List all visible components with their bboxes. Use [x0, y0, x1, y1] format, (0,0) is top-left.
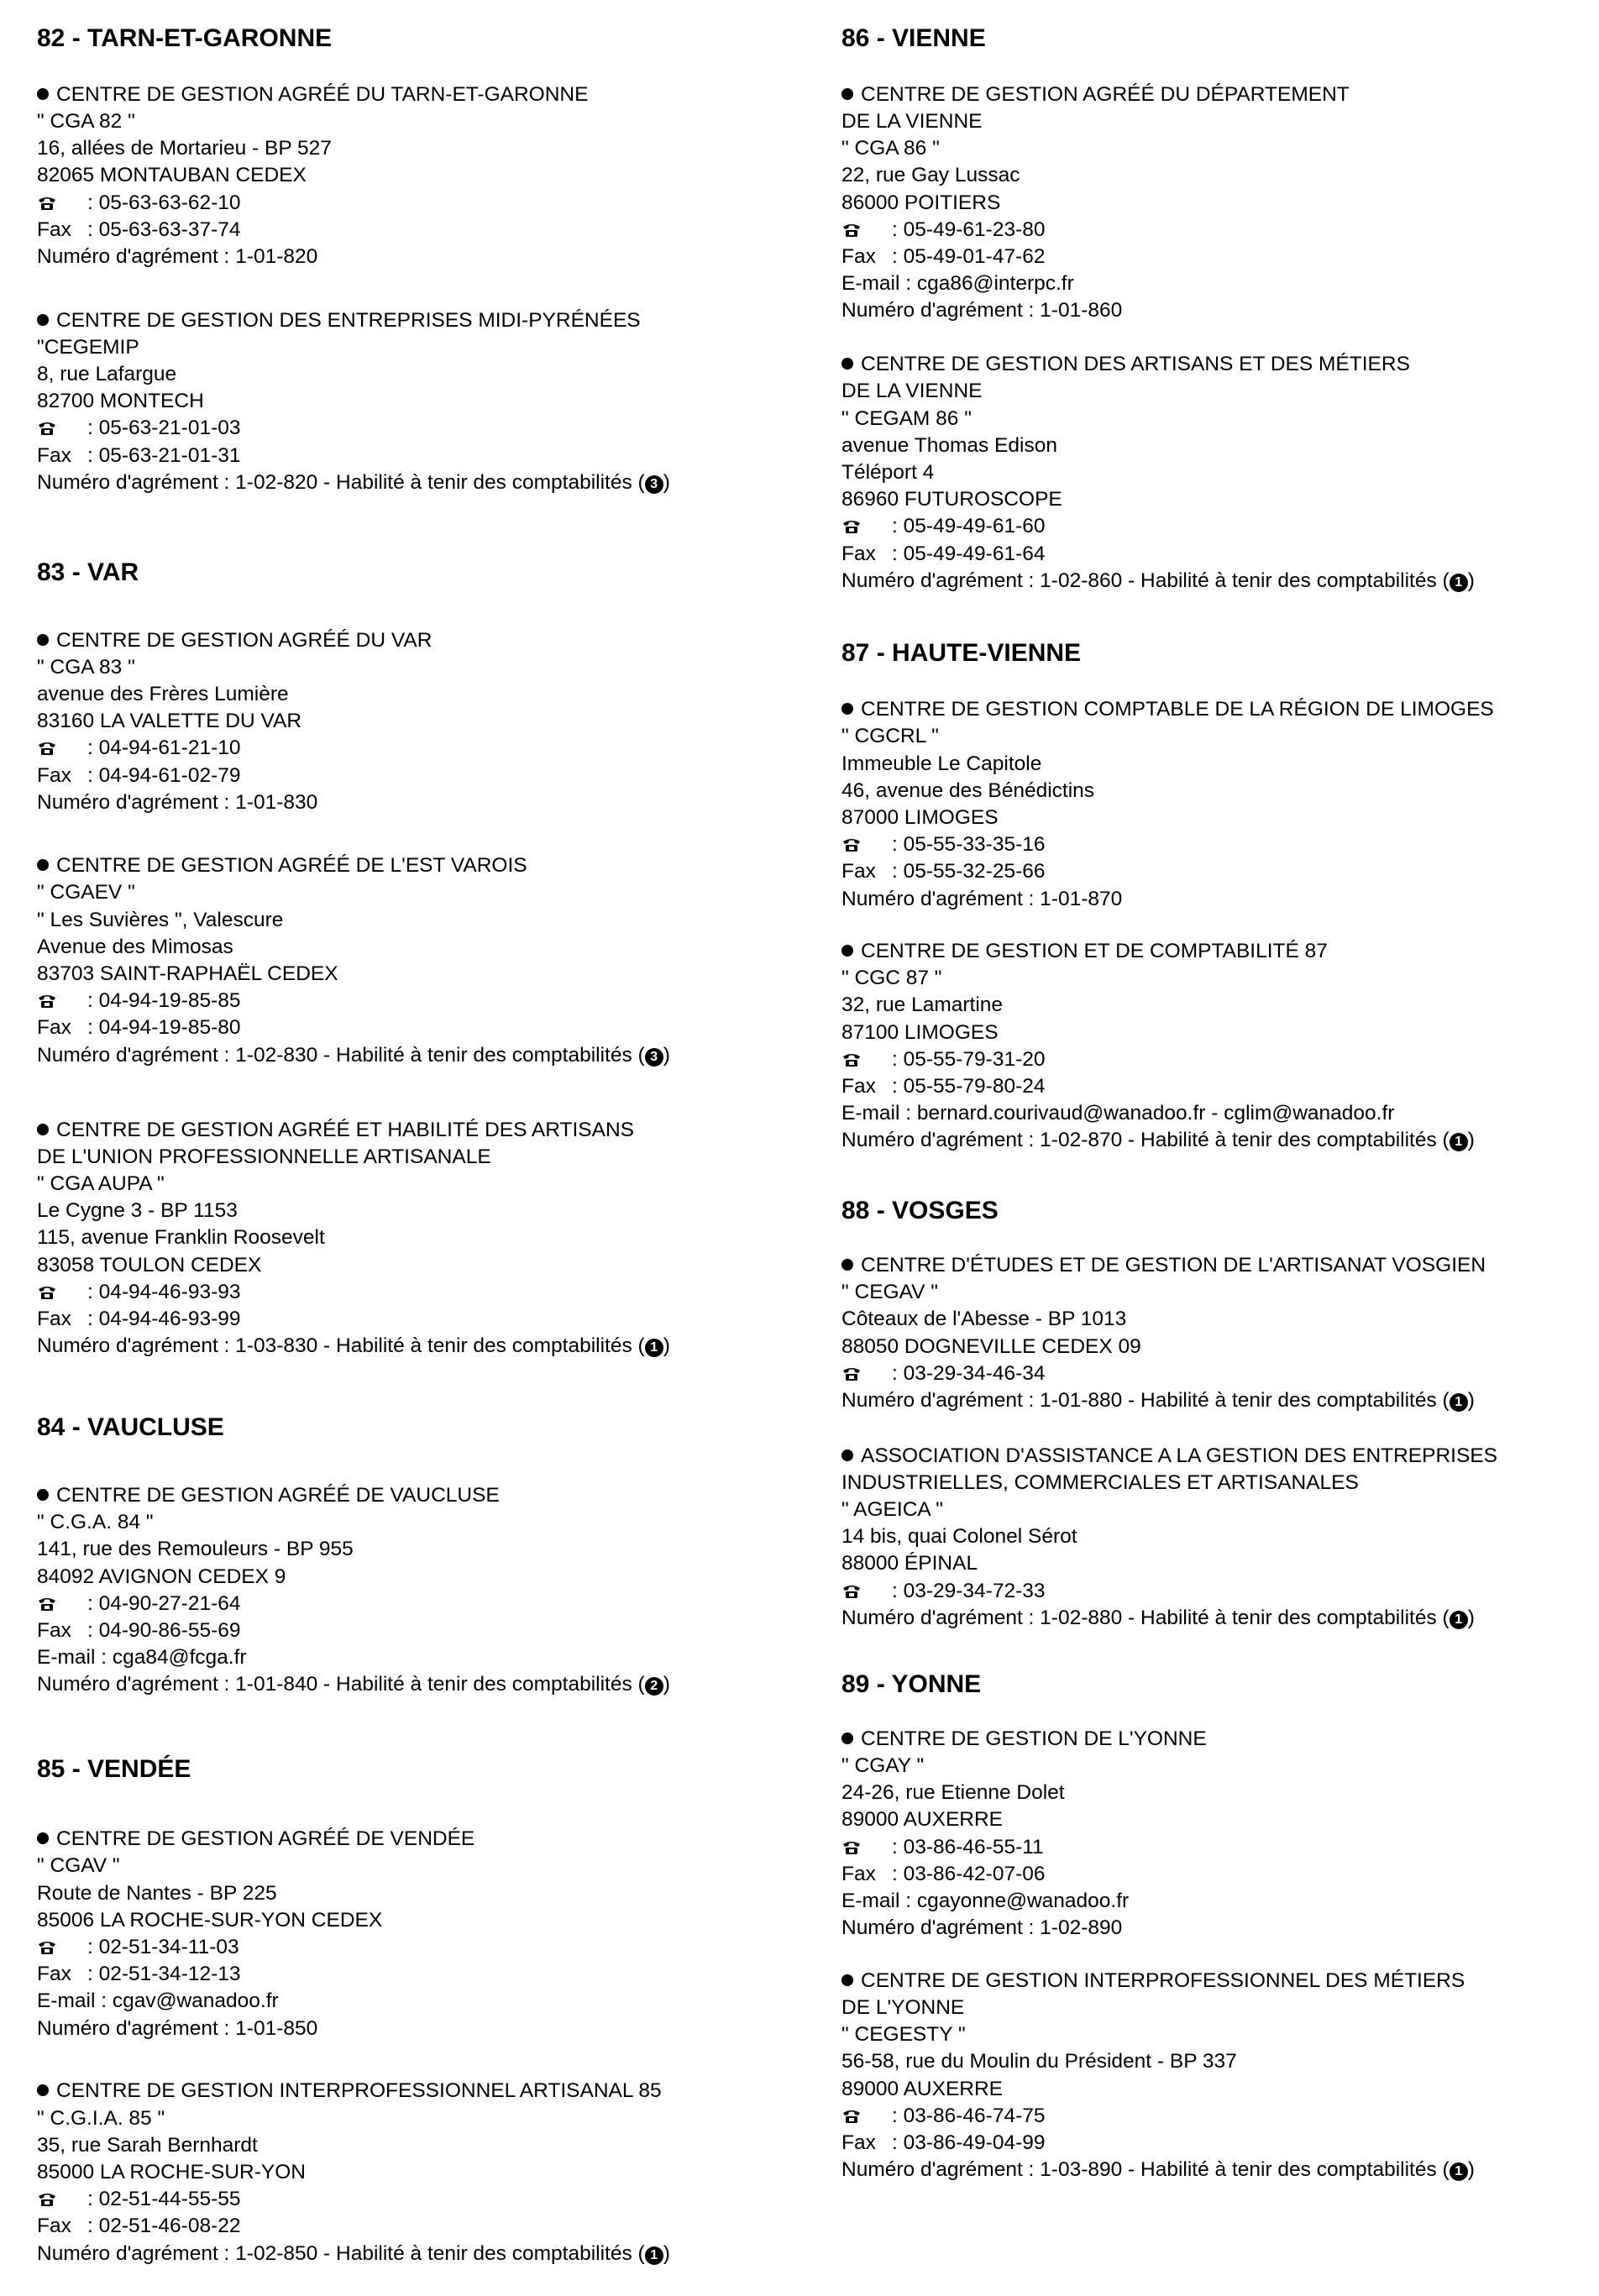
address-line: Le Cygne 3 - BP 1153: [37, 1199, 238, 1223]
address-line: 35, rue Sarah Bernhardt: [37, 2133, 258, 2157]
address-line: 89000 AUXERRE: [841, 2077, 1004, 2100]
organization-name: [841, 938, 1475, 965]
organization-name: [37, 307, 670, 334]
organization-name-text: CENTRE DE GESTION AGRÉÉ DU VAR: [56, 628, 433, 652]
fax-label: Fax: [841, 1862, 876, 1885]
department-title: 85 - VENDÉE: [37, 1755, 191, 1784]
fax-line: [841, 1861, 1207, 1888]
address-line: 115, avenue Franklin Roosevelt: [37, 1226, 325, 1250]
organization-name: [37, 1117, 670, 1144]
phone-number: : 02-51-44-55-55: [87, 2188, 241, 2211]
organization-entry: [37, 1826, 474, 2042]
agrement-text: Numéro d'agrément : 1-01-880 - Habilité à tenir des comptabilités (: [841, 1389, 1450, 1413]
address-line: 84092 AVIGNON CEDEX 9: [37, 1565, 286, 1588]
department-title: 83 - VAR: [37, 558, 139, 586]
phone-number: : 02-51-34-11-03: [87, 1935, 239, 1958]
organization-name: [37, 2078, 670, 2105]
organization-name-text: CENTRE DE GESTION AGRÉÉ DE L'EST VAROIS: [56, 854, 527, 878]
address-line: 83058 TOULON CEDEX: [37, 1253, 262, 1276]
organization-entry: [37, 1482, 670, 1699]
email-line: E-mail : cga84@fcga.fr: [37, 1646, 247, 1670]
fax-line: [37, 763, 432, 789]
address-line: " CGA 86 ": [841, 137, 940, 160]
fax-line: [841, 858, 1494, 885]
organization-name: [841, 81, 1350, 108]
closing-paren: ): [1467, 2158, 1475, 2182]
organization-entry: [37, 81, 588, 270]
fax-line: [37, 443, 670, 469]
circled-number-icon: 1: [1450, 1133, 1468, 1151]
organization-name-text: CENTRE DE GESTION AGRÉÉ DU DÉPARTEMENT: [861, 82, 1350, 106]
agrement-line: [37, 2016, 474, 2042]
closing-paren: ): [663, 1673, 670, 1696]
bullet-dot-icon: [841, 945, 853, 957]
phone-line: [841, 1578, 1497, 1605]
organization-entry: [37, 1117, 670, 1360]
fax-number: : 05-63-21-01-31: [87, 443, 241, 467]
bullet-dot-icon: [37, 314, 49, 326]
phone-line: [841, 831, 1494, 858]
agrement-text: Numéro d'agrément : 1-02-830 - Habilité à tenir des comptabilités (: [37, 1043, 645, 1067]
agrement-line: [841, 2157, 1475, 2183]
agrement-text: Numéro d'agrément : 1-03-830 - Habilité à tenir des comptabilités (: [37, 1334, 645, 1358]
telephone-icon: [37, 1940, 57, 1955]
bullet-dot-icon: [841, 88, 853, 100]
address-line: 85000 LA ROCHE-SUR-YON: [37, 2161, 306, 2184]
agrement-line: [841, 1127, 1475, 1154]
fax-label: Fax: [37, 2215, 71, 2238]
phone-number: : 03-86-46-55-11: [892, 1835, 1044, 1858]
address-line: 24-26, rue Etienne Dolet: [841, 1781, 1065, 1805]
fax-number: : 03-86-42-07-06: [892, 1862, 1046, 1885]
agrement-text: Numéro d'agrément : 1-02-860 - Habilité à tenir des comptabilités (: [841, 569, 1450, 592]
fax-label: Fax: [841, 860, 876, 883]
address-line: 8, rue Lafargue: [37, 362, 177, 385]
fax-label: Fax: [37, 1307, 71, 1330]
organization-name-text: CENTRE DE GESTION AGRÉÉ DU TARN-ET-GARONNE: [56, 82, 589, 106]
agrement-text: Numéro d'agrément : 1-02-870 - Habilité à tenir des comptabilités (: [841, 1129, 1450, 1152]
organization-name-text: CENTRE DE GESTION AGRÉÉ ET HABILITÉ DES ARTISANS: [56, 1118, 634, 1141]
organization-name-text: CENTRE DE GESTION AGRÉÉ DE VENDÉE: [56, 1827, 475, 1851]
agrement-text: Numéro d'agrément : 1-01-820: [37, 245, 318, 269]
fax-line: [841, 541, 1475, 568]
closing-paren: ): [663, 1043, 670, 1067]
email-line: E-mail : bernard.courivaud@wanadoo.fr - cglim@wanadoo.fr: [841, 1102, 1395, 1125]
agrement-text: Numéro d'agrément : 1-01-830: [37, 790, 318, 814]
phone-line: [37, 2186, 670, 2213]
telephone-icon: [37, 1285, 57, 1300]
organization-entry: [841, 696, 1494, 913]
organization-name-text: CENTRE D'ÉTUDES ET DE GESTION DE L'ARTISANAT VOSGIEN: [861, 1254, 1486, 1277]
address-line: " CEGAM 86 ": [841, 406, 972, 430]
fax-number: : 05-49-01-47-62: [892, 245, 1046, 269]
phone-line: [841, 217, 1350, 244]
address-line: 82065 MONTAUBAN CEDEX: [37, 164, 307, 187]
telephone-icon: [841, 519, 862, 534]
organization-entry: [841, 1968, 1475, 2184]
address-line: 85006 LA ROCHE-SUR-YON CEDEX: [37, 1908, 383, 1932]
circled-number-icon: 1: [645, 2246, 663, 2265]
agrement-line: [37, 1333, 670, 1360]
fax-number: : 03-86-49-04-99: [892, 2131, 1046, 2154]
agrement-text: Numéro d'agrément : 1-02-820 - Habilité à tenir des comptabilités (: [37, 470, 645, 494]
fax-label: Fax: [37, 1016, 71, 1040]
closing-paren: ): [1467, 1389, 1475, 1413]
agrement-text: Numéro d'agrément : 1-01-870: [841, 887, 1123, 910]
fax-line: [37, 217, 588, 244]
telephone-icon: [841, 2109, 862, 2124]
organization-name-text: ASSOCIATION D'ASSISTANCE A LA GESTION DES ENTREPRISES: [861, 1444, 1498, 1467]
phone-line: [37, 1279, 670, 1306]
address-line: 14 bis, quai Colonel Sérot: [841, 1525, 1077, 1549]
circled-number-icon: 1: [1450, 2162, 1468, 2181]
address-line: Côteaux de l'Abesse - BP 1013: [841, 1308, 1127, 1331]
agrement-line: [841, 297, 1350, 324]
address-line: Immeuble Le Capitole: [841, 752, 1042, 775]
telephone-icon: [841, 1840, 862, 1855]
organization-name: [841, 351, 1475, 378]
agrement-line: [37, 244, 588, 270]
telephone-icon: [841, 1584, 862, 1599]
address-line: 87100 LIMOGES: [841, 1020, 999, 1044]
phone-number: : 04-94-19-85-85: [87, 989, 241, 1013]
phone-number: : 05-63-63-62-10: [87, 191, 241, 214]
fax-number: : 04-94-46-93-99: [87, 1307, 241, 1330]
fax-line: [841, 1073, 1475, 1100]
agrement-line: [37, 789, 432, 816]
closing-paren: ): [1467, 1606, 1475, 1629]
bullet-dot-icon: [841, 703, 853, 715]
fax-line: [37, 1961, 474, 1988]
organization-name-text: CENTRE DE GESTION AGRÉÉ DE VAUCLUSE: [56, 1484, 500, 1507]
phone-number: : 03-29-34-46-34: [892, 1361, 1046, 1385]
department-title: 88 - VOSGES: [841, 1196, 999, 1224]
organization-entry: [841, 1252, 1486, 1414]
department-title: 82 - TARN-ET-GARONNE: [37, 24, 333, 52]
bullet-dot-icon: [841, 1974, 853, 1986]
circled-number-icon: 3: [645, 475, 663, 494]
phone-number: : 05-63-21-01-03: [87, 417, 241, 440]
organization-entry: [841, 81, 1350, 325]
department-title: 87 - HAUTE-VIENNE: [841, 639, 1082, 668]
fax-label: Fax: [37, 218, 71, 241]
bullet-dot-icon: [841, 1732, 853, 1744]
address-line: 82700 MONTECH: [37, 390, 204, 413]
address-line: " CEGAV ": [841, 1281, 938, 1304]
address-line: 88000 ÉPINAL: [841, 1552, 978, 1575]
agrement-line: [841, 1605, 1497, 1632]
bullet-dot-icon: [37, 634, 49, 646]
bullet-dot-icon: [37, 2084, 49, 2096]
organization-name: [841, 696, 1494, 723]
address-line: 87000 LIMOGES: [841, 805, 999, 829]
organization-name-text: CENTRE DE GESTION INTERPROFESSIONNEL ARTISANAL 85: [56, 2079, 662, 2103]
agrement-text: Numéro d'agrément : 1-01-860: [841, 299, 1123, 322]
organization-entry: [841, 938, 1475, 1155]
fax-number: : 04-94-61-02-79: [87, 763, 241, 787]
phone-line: [841, 2103, 1475, 2130]
phone-number: : 03-86-46-74-75: [892, 2104, 1046, 2127]
telephone-icon: [37, 2192, 57, 2207]
telephone-icon: [37, 1596, 57, 1612]
closing-paren: ): [663, 1334, 670, 1358]
telephone-icon: [841, 837, 862, 852]
phone-number: : 05-49-49-61-60: [892, 515, 1046, 538]
address-line: "CEGEMIP: [37, 335, 139, 359]
bullet-dot-icon: [37, 1832, 49, 1844]
telephone-icon: [37, 741, 57, 756]
circled-number-icon: 1: [1450, 574, 1468, 592]
organization-name: [841, 1968, 1475, 1995]
closing-paren: ): [663, 470, 670, 494]
organization-name: [841, 1252, 1486, 1279]
phone-line: [37, 190, 588, 217]
address-line: 46, avenue des Bénédictins: [841, 778, 1095, 802]
phone-line: [37, 988, 670, 1014]
phone-number: : 04-94-61-21-10: [87, 737, 241, 760]
bullet-dot-icon: [37, 1124, 49, 1135]
address-line: " CGA 82 ": [37, 110, 135, 134]
fax-label: Fax: [37, 763, 71, 787]
agrement-text: Numéro d'agrément : 1-03-890 - Habilité à tenir des comptabilités (: [841, 2158, 1450, 2182]
organization-entry: [841, 1726, 1207, 1942]
address-line: DE L'UNION PROFESSIONNELLE ARTISANALE: [37, 1145, 491, 1168]
phone-line: [841, 1834, 1207, 1861]
address-line: DE LA VIENNE: [841, 380, 983, 403]
agrement-text: Numéro d'agrément : 1-01-840 - Habilité à tenir des comptabilités (: [37, 1673, 645, 1696]
fax-number: : 05-63-63-37-74: [87, 218, 241, 241]
organization-name-text: CENTRE DE GESTION ET DE COMPTABILITÉ 87: [861, 940, 1328, 963]
phone-line: [841, 1360, 1486, 1387]
address-line: Route de Nantes - BP 225: [37, 1881, 277, 1905]
organization-name-text: CENTRE DE GESTION DES ARTISANS ET DES MÉTIERS: [861, 353, 1410, 376]
address-line: 88050 DOGNEVILLE CEDEX 09: [841, 1334, 1141, 1358]
address-line: 16, allées de Mortarieu - BP 527: [37, 137, 332, 160]
fax-number: : 05-55-79-80-24: [892, 1075, 1046, 1098]
closing-paren: ): [1467, 1129, 1475, 1152]
phone-number: : 05-55-33-35-16: [892, 833, 1046, 857]
circled-number-icon: 1: [645, 1339, 663, 1357]
address-line: " CGAY ": [841, 1753, 925, 1777]
department-title: 84 - VAUCLUSE: [37, 1413, 224, 1442]
address-line: " C.G.I.A. 85 ": [37, 2106, 165, 2130]
address-line: " CGA AUPA ": [37, 1172, 165, 1195]
telephone-icon: [37, 993, 57, 1009]
telephone-icon: [841, 1052, 862, 1067]
address-line: " CGAV ": [37, 1854, 120, 1878]
circled-number-icon: 1: [1450, 1393, 1468, 1412]
circled-number-icon: 2: [645, 1677, 663, 1696]
department-title: 89 - YONNE: [841, 1670, 982, 1698]
address-line: 56-58, rue du Moulin du Président - BP 337: [841, 2050, 1237, 2073]
email-line: E-mail : cga86@interpc.fr: [841, 272, 1074, 296]
address-line: Avenue des Mimosas: [37, 935, 233, 958]
address-line: " C.G.A. 84 ": [37, 1511, 154, 1534]
telephone-icon: [37, 421, 57, 436]
phone-number: : 03-29-34-72-33: [892, 1579, 1046, 1602]
address-line: " CGAEV ": [37, 881, 135, 904]
organization-name: [37, 1826, 474, 1853]
fax-label: Fax: [841, 245, 876, 269]
phone-number: : 04-94-46-93-93: [87, 1280, 241, 1303]
agrement-text: Numéro d'agrément : 1-01-850: [37, 2016, 318, 2040]
phone-number: : 05-49-61-23-80: [892, 218, 1046, 241]
address-line: 86000 POITIERS: [841, 191, 1001, 214]
organization-entry: [841, 351, 1475, 595]
address-line: 141, rue des Remouleurs - BP 955: [37, 1538, 354, 1561]
bullet-dot-icon: [37, 1489, 49, 1501]
bullet-dot-icon: [841, 1259, 853, 1271]
address-line: " Les Suvières ", Valescure: [37, 908, 284, 931]
email-line: E-mail : cgav@wanadoo.fr: [37, 1989, 279, 2013]
closing-paren: ): [663, 2241, 670, 2265]
agrement-line: [37, 1671, 670, 1698]
fax-line: [37, 1014, 670, 1041]
address-line: 83160 LA VALETTE DU VAR: [37, 710, 302, 733]
agrement-text: Numéro d'agrément : 1-02-880 - Habilité à tenir des comptabilités (: [841, 1606, 1450, 1629]
address-line: " CGC 87 ": [841, 967, 942, 990]
fax-label: Fax: [37, 443, 71, 467]
fax-line: [841, 2130, 1475, 2157]
phone-number: : 04-90-27-21-64: [87, 1591, 241, 1615]
organization-entry: [841, 1443, 1497, 1632]
agrement-line: [841, 1387, 1486, 1414]
address-line: avenue Thomas Edison: [841, 433, 1057, 457]
address-line: " CGCRL ": [841, 725, 939, 748]
circled-number-icon: 3: [645, 1048, 663, 1067]
organization-name: [37, 81, 588, 108]
agrement-line: [841, 568, 1475, 595]
address-line: 32, rue Lamartine: [841, 993, 1004, 1017]
agrement-line: [37, 2241, 670, 2267]
fax-label: Fax: [841, 1075, 876, 1098]
bullet-dot-icon: [841, 1449, 853, 1461]
fax-label: Fax: [841, 542, 876, 565]
bullet-dot-icon: [37, 88, 49, 100]
agrement-line: [37, 469, 670, 496]
organization-name-text: CENTRE DE GESTION INTERPROFESSIONNEL DES MÉTIERS: [861, 1968, 1465, 1992]
telephone-icon: [841, 1366, 862, 1381]
fax-number: : 02-51-46-08-22: [87, 2215, 241, 2238]
organization-name: [37, 852, 670, 879]
phone-line: [37, 1934, 474, 1961]
address-line: 83703 SAINT-RAPHAËL CEDEX: [37, 962, 338, 986]
agrement-line: [841, 1915, 1207, 1942]
organization-name: [37, 627, 432, 654]
fax-label: Fax: [37, 1963, 71, 1986]
organization-name-text: CENTRE DE GESTION DES ENTREPRISES MIDI-PYRÉNÉES: [56, 308, 641, 332]
fax-number: : 05-49-49-61-64: [892, 542, 1046, 565]
organization-name: [841, 1443, 1497, 1470]
fax-number: : 02-51-34-12-13: [87, 1963, 241, 1986]
telephone-icon: [37, 196, 57, 211]
phone-line: [37, 1591, 670, 1617]
phone-line: [37, 415, 670, 442]
circled-number-icon: 1: [1450, 1611, 1468, 1629]
address-line: 86960 FUTUROSCOPE: [841, 488, 1062, 511]
address-line: INDUSTRIELLES, COMMERCIALES ET ARTISANALES: [841, 1470, 1359, 1494]
address-line: DE L'YONNE: [841, 1995, 965, 2019]
fax-number: : 04-90-86-55-69: [87, 1619, 241, 1643]
agrement-line: [37, 1042, 670, 1069]
fax-line: [37, 1617, 670, 1644]
fax-number: : 04-94-19-85-80: [87, 1016, 241, 1040]
agrement-text: Numéro d'agrément : 1-02-890: [841, 1916, 1123, 1940]
organization-name: [37, 1482, 670, 1509]
address-line: " CGA 83 ": [37, 655, 135, 679]
fax-line: [37, 2213, 670, 2240]
bullet-dot-icon: [37, 859, 49, 871]
fax-label: Fax: [841, 2131, 876, 2154]
fax-line: [37, 1306, 670, 1333]
address-line: DE LA VIENNE: [841, 110, 983, 134]
department-title: 86 - VIENNE: [841, 24, 986, 52]
organization-entry: [37, 2078, 670, 2267]
address-line: 89000 AUXERRE: [841, 1808, 1004, 1832]
agrement-line: [841, 886, 1494, 913]
phone-line: [841, 513, 1475, 540]
closing-paren: ): [1467, 569, 1475, 592]
organization-entry: [37, 307, 670, 496]
fax-label: Fax: [37, 1619, 71, 1643]
email-line: E-mail : cgayonne@wanadoo.fr: [841, 1889, 1130, 1912]
phone-line: [37, 735, 432, 762]
address-line: 22, rue Gay Lussac: [841, 164, 1020, 187]
organization-name: [841, 1726, 1207, 1753]
phone-number: : 05-55-79-31-20: [892, 1047, 1046, 1071]
organization-entry: [37, 852, 670, 1069]
address-line: avenue des Frères Lumière: [37, 682, 289, 705]
address-line: " CEGESTY ": [841, 2023, 966, 2047]
phone-line: [841, 1046, 1475, 1073]
telephone-icon: [841, 223, 862, 238]
bullet-dot-icon: [841, 358, 853, 370]
address-line: Téléport 4: [841, 461, 935, 485]
organization-name-text: CENTRE DE GESTION DE L'YONNE: [861, 1727, 1207, 1750]
organization-entry: [37, 627, 432, 816]
address-line: " AGEICA ": [841, 1498, 943, 1521]
fax-number: : 05-55-32-25-66: [892, 860, 1046, 883]
fax-line: [841, 244, 1350, 270]
organization-name-text: CENTRE DE GESTION COMPTABLE DE LA RÉGION DE LIMOGES: [861, 698, 1494, 721]
agrement-text: Numéro d'agrément : 1-02-850 - Habilité à tenir des comptabilités (: [37, 2241, 645, 2265]
